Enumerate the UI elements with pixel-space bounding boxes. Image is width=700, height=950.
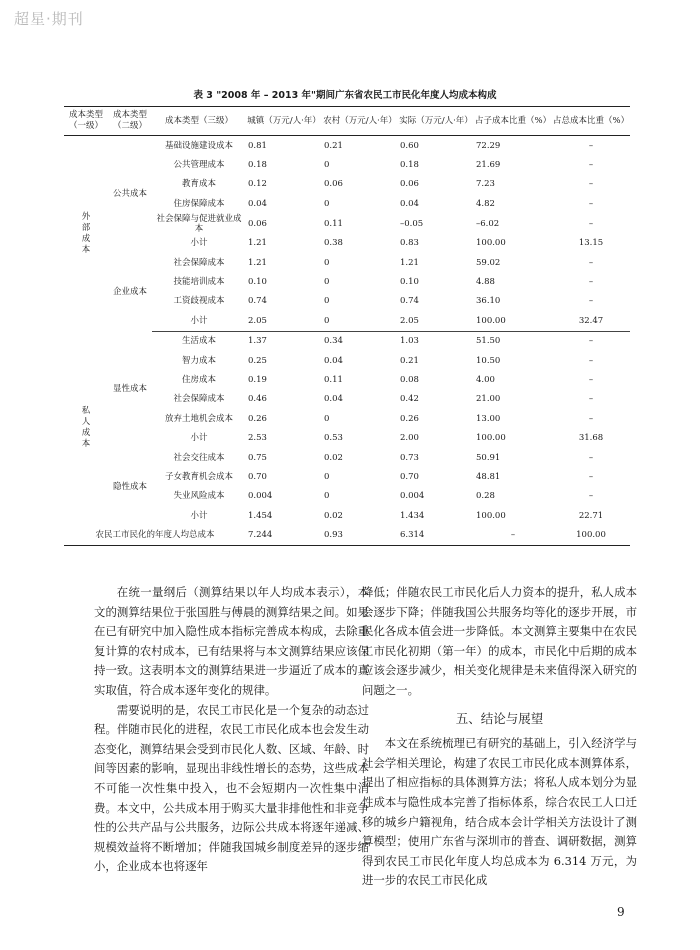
cost-item: 社会保障成本 bbox=[173, 394, 225, 405]
actual-value: 0.21 bbox=[400, 355, 419, 366]
total-share-value: – bbox=[588, 355, 594, 366]
sub-share-value: 10.50 bbox=[476, 355, 501, 366]
table-header-row bbox=[64, 107, 630, 136]
level1-category bbox=[64, 331, 108, 525]
actual-value: 0.60 bbox=[400, 140, 419, 151]
body-left-column bbox=[94, 583, 369, 877]
header-total-share: 占总成本比重（%） bbox=[552, 107, 630, 136]
sub-share-value: 72.29 bbox=[476, 140, 501, 151]
level2-category: 显性成本 bbox=[112, 384, 147, 395]
total-share-value: 13.15 bbox=[578, 238, 604, 249]
section-title: 五、结论与展望 bbox=[455, 710, 544, 726]
total-total-share: 100.00 bbox=[552, 525, 630, 545]
body-right-column bbox=[362, 583, 637, 891]
actual-value: 0.73 bbox=[400, 452, 419, 463]
rural-value: 0.21 bbox=[324, 140, 343, 151]
rural-value: 0 bbox=[324, 296, 330, 307]
total-urban: 7.244 bbox=[246, 525, 322, 545]
cost-item: 放弃土地机会成本 bbox=[164, 413, 233, 424]
actual-value: 0.83 bbox=[400, 238, 419, 249]
body-paragraph: 本文在系统梳理已有研究的基础上，引入经济学与社会学相关理论，构建了农民工市民化成本测算体系，提出了相应指标的具体测算方法；将私人成本划分为显性成本与隐性成本完善了指标体系，综合农民工人口迁移的城乡户籍视角，结合成本会计学相关方法设计了测算模型；使用广东省与深圳市的普查、调研数据，测算得到农民工市民化年度人均总成本为 6.314 万元，为进一步的农民工市民化成 bbox=[362, 736, 637, 888]
cost-item: 工资歧视成本 bbox=[173, 296, 225, 307]
urban-value: 0.81 bbox=[248, 140, 267, 151]
table-body bbox=[64, 136, 630, 546]
total-share-value: – bbox=[588, 198, 594, 209]
sub-share-value: 59.02 bbox=[476, 257, 501, 268]
sub-share-value: 4.88 bbox=[476, 277, 495, 288]
total-share-value: – bbox=[588, 277, 594, 288]
sub-share-value: 50.91 bbox=[476, 452, 501, 463]
actual-value: 0.04 bbox=[400, 198, 419, 209]
sub-share-value: –6.02 bbox=[476, 218, 500, 229]
total-share-value: – bbox=[588, 452, 594, 463]
table-caption: 表 3 "2008 年 – 2013 年"期间广东省农民工市民化年度人均成本构成 bbox=[193, 90, 497, 101]
sub-share-value: 100.00 bbox=[476, 238, 506, 249]
cost-item: 小计 bbox=[190, 238, 208, 249]
rural-value: 0.11 bbox=[324, 218, 343, 229]
actual-value: 0.26 bbox=[400, 413, 419, 424]
total-share-value: – bbox=[588, 394, 594, 405]
urban-value: 0.46 bbox=[248, 394, 267, 405]
table-row bbox=[64, 448, 630, 467]
cost-item: 小计 bbox=[152, 311, 246, 331]
sub-share-value: 7.23 bbox=[476, 179, 495, 190]
cost-item: 小计 bbox=[190, 433, 208, 444]
cost-item: 小计 bbox=[190, 510, 208, 521]
rural-value: 0.38 bbox=[324, 238, 343, 249]
total-share-value: – bbox=[588, 491, 594, 502]
cost-item: 基础设施建设成本 bbox=[164, 140, 233, 151]
sub-share-value: 51.50 bbox=[476, 336, 501, 347]
total-rural: 0.93 bbox=[322, 525, 398, 545]
sub-share-value: 36.10 bbox=[476, 296, 501, 307]
header-level3: 成本类型（三级） bbox=[152, 107, 246, 136]
cost-item: 子女教育机会成本 bbox=[164, 471, 233, 482]
total-share-value: – bbox=[588, 413, 594, 424]
rural-value: 0.02 bbox=[324, 452, 343, 463]
urban-value: 1.454 bbox=[248, 510, 273, 521]
rural-value: 0.02 bbox=[324, 510, 343, 521]
urban-value: 0.26 bbox=[248, 413, 267, 424]
total-share-value: – bbox=[588, 336, 594, 347]
sub-share-value: 100.00 bbox=[474, 311, 552, 331]
level1-category-label: 私人成本 bbox=[81, 406, 91, 450]
total-share-value: 32.47 bbox=[552, 311, 630, 331]
urban-value: 2.53 bbox=[248, 433, 267, 444]
sub-share-value: 4.00 bbox=[476, 374, 495, 385]
urban-value: 0.18 bbox=[248, 160, 267, 171]
sub-share-value: 13.00 bbox=[476, 413, 501, 424]
cost-item: 教育成本 bbox=[181, 179, 216, 190]
rural-value: 0 bbox=[322, 311, 398, 331]
sub-share-value: 21.00 bbox=[476, 394, 501, 405]
urban-value: 0.04 bbox=[248, 198, 267, 209]
cost-item: 公共管理成本 bbox=[173, 160, 225, 171]
cost-item: 技能培训成本 bbox=[173, 277, 225, 288]
cost-table bbox=[64, 106, 630, 546]
sub-share-value: 21.69 bbox=[476, 160, 501, 171]
urban-value: 0.25 bbox=[248, 355, 267, 366]
table-total-row bbox=[64, 525, 630, 545]
total-share-value: 22.71 bbox=[578, 510, 604, 521]
urban-value: 0.10 bbox=[248, 277, 267, 288]
urban-value: 0.12 bbox=[248, 179, 267, 190]
actual-value: 0.18 bbox=[400, 160, 419, 171]
cost-item: 社会保障与促进就业成本 bbox=[156, 213, 242, 234]
total-share-value: – bbox=[588, 160, 594, 171]
rural-value: 0 bbox=[324, 198, 330, 209]
header-level1: 成本类型（一级） bbox=[64, 107, 108, 136]
urban-value: 0.74 bbox=[248, 296, 267, 307]
page-number: 9 bbox=[617, 905, 625, 919]
cost-item: 生活成本 bbox=[181, 336, 216, 347]
level1-category bbox=[64, 136, 108, 332]
actual-value: 0.70 bbox=[400, 471, 419, 482]
sub-share-value: 100.00 bbox=[476, 433, 506, 444]
urban-value: 0.004 bbox=[248, 491, 273, 502]
table-row bbox=[64, 136, 630, 156]
sub-share-value: 0.28 bbox=[476, 491, 495, 502]
actual-value: –0.05 bbox=[400, 218, 424, 229]
rural-value: 0 bbox=[324, 160, 330, 171]
cost-item: 失业风险成本 bbox=[173, 491, 225, 502]
total-share-value: – bbox=[588, 218, 594, 229]
total-share-value: – bbox=[588, 296, 594, 307]
header-actual: 实际（万元/人·年） bbox=[398, 107, 474, 136]
actual-value: 1.434 bbox=[400, 510, 425, 521]
header-rural: 农村（万元/人·年） bbox=[322, 107, 398, 136]
rural-value: 0 bbox=[324, 491, 330, 502]
urban-value: 0.06 bbox=[248, 218, 267, 229]
level1-category-label: 外部成本 bbox=[81, 211, 91, 255]
actual-value: 1.03 bbox=[400, 336, 419, 347]
urban-value: 0.75 bbox=[248, 452, 267, 463]
total-share-value: – bbox=[588, 471, 594, 482]
total-share-value: – bbox=[588, 140, 594, 151]
actual-value: 0.08 bbox=[400, 374, 419, 385]
level2-category: 公共成本 bbox=[112, 189, 147, 200]
rural-value: 0 bbox=[324, 471, 330, 482]
total-sub-share: – bbox=[474, 525, 552, 545]
header-sub-share: 占子成本比重（%） bbox=[474, 107, 552, 136]
table-row bbox=[64, 331, 630, 351]
total-share-value: – bbox=[588, 257, 594, 268]
rural-value: 0 bbox=[324, 257, 330, 268]
header-level2: 成本类型（二级） bbox=[108, 107, 152, 136]
urban-value: 0.19 bbox=[248, 374, 267, 385]
urban-value: 0.70 bbox=[248, 471, 267, 482]
sub-share-value: 100.00 bbox=[476, 510, 506, 521]
actual-value: 1.21 bbox=[400, 257, 419, 268]
cost-item: 住房保障成本 bbox=[173, 198, 225, 209]
cost-item: 智力成本 bbox=[181, 355, 216, 366]
cost-item: 社会交往成本 bbox=[173, 452, 225, 463]
rural-value: 0.04 bbox=[324, 355, 343, 366]
cost-item: 住房成本 bbox=[181, 374, 216, 385]
actual-value: 0.004 bbox=[400, 491, 425, 502]
total-label: 农民工市民化的年度人均总成本 bbox=[64, 525, 246, 545]
cost-item: 社会保障成本 bbox=[173, 257, 225, 268]
rural-value: 0.11 bbox=[324, 374, 343, 385]
rural-value: 0.34 bbox=[324, 336, 343, 347]
header-urban: 城镇（万元/人·年） bbox=[246, 107, 322, 136]
urban-value: 1.21 bbox=[248, 257, 267, 268]
total-actual: 6.314 bbox=[398, 525, 474, 545]
body-paragraph-continued: 降低；伴随农民工市民化后人力资本的提升，私人成本会逐步下降；伴随我国公共服务均等化的逐步开展，市民化各成本值会进一步降低。本文测算主要集中在农民工市民化初期（第一年）的成本，市民化中后期的成本应该会逐步减少，相关变化规律是未来值得深入研究的问题之一。 bbox=[362, 585, 637, 697]
urban-value: 1.37 bbox=[248, 336, 267, 347]
urban-value: 2.05 bbox=[246, 311, 322, 331]
rural-value: 0.04 bbox=[324, 394, 343, 405]
rural-value: 0.53 bbox=[324, 433, 343, 444]
table-row bbox=[64, 253, 630, 272]
total-share-value: – bbox=[588, 179, 594, 190]
body-paragraph: 在统一量纲后（测算结果以年人均成本表示），本文的测算结果位于张国胜与傅晨的测算结果之间。如果在已有研究中加入隐性成本指标完善成本构成，去除重复计算的农村成本，已有结果将与本文测算结果应该保持一致。这表明本文的测算结果进一步逼近了成本的真实取值，符合成本逐年变化的规律。 bbox=[94, 585, 369, 697]
actual-value: 2.05 bbox=[398, 311, 474, 331]
level2-category: 隐性成本 bbox=[112, 481, 147, 492]
journal-masthead: 超星·期刊 bbox=[14, 10, 84, 28]
body-paragraph: 需要说明的是，农民工市民化是一个复杂的动态过程。伴随市民化的进程，农民工市民化成本也会发生动态变化，测算结果会受到市民化人数、区域、年龄、时间等因素的影响，显现出非线性增长的态势，这些成本不可能一次性集中投入，也不会短期内一次性集中消费。本文中，公共成本用于购买大量非排他性和非竞争性的公共产品与公共服务，边际公共成本将逐年递减、规模效益将不断增加；伴随我国城乡制度差异的逐步缩小，企业成本也将逐年 bbox=[94, 702, 369, 874]
rural-value: 0.06 bbox=[324, 179, 343, 190]
sub-share-value: 48.81 bbox=[476, 471, 501, 482]
actual-value: 0.10 bbox=[400, 277, 419, 288]
rural-value: 0 bbox=[324, 413, 330, 424]
actual-value: 0.74 bbox=[400, 296, 419, 307]
urban-value: 1.21 bbox=[248, 238, 267, 249]
actual-value: 2.00 bbox=[400, 433, 419, 444]
actual-value: 0.42 bbox=[400, 394, 419, 405]
sub-share-value: 4.82 bbox=[476, 198, 495, 209]
actual-value: 0.06 bbox=[400, 179, 419, 190]
total-share-value: – bbox=[588, 374, 594, 385]
rural-value: 0 bbox=[324, 277, 330, 288]
level2-category: 企业成本 bbox=[112, 286, 147, 297]
total-share-value: 31.68 bbox=[578, 433, 604, 444]
